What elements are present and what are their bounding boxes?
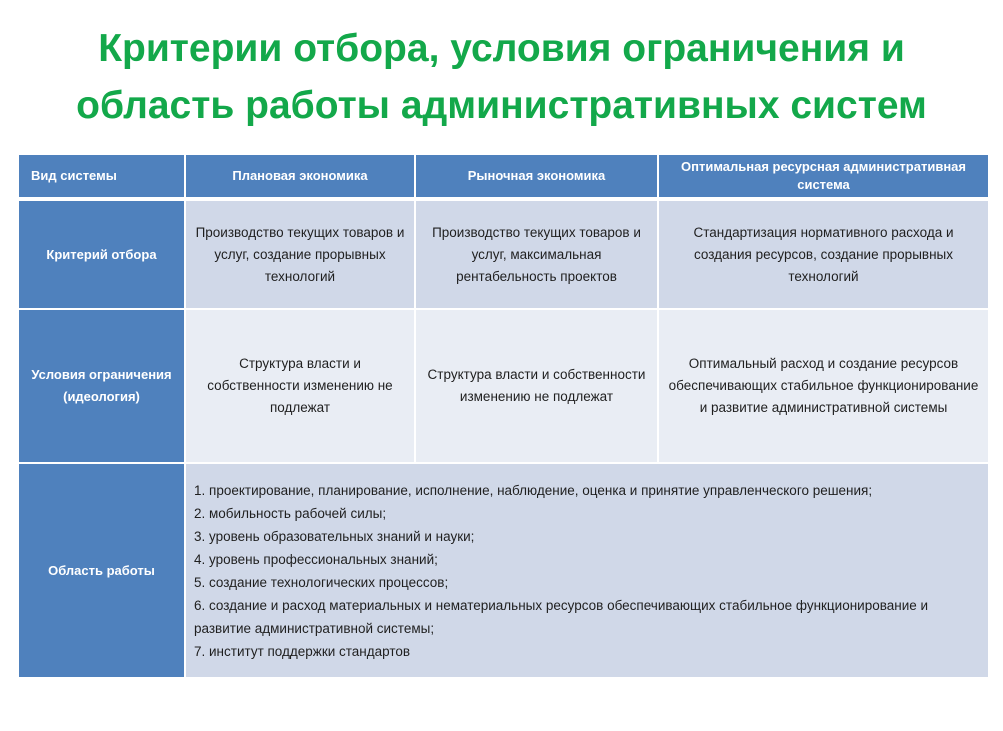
header-system-type: Вид системы [19,155,186,201]
list-item: 3. уровень образовательных знаний и науки; [194,528,475,544]
title-line-1: Критерии отбора, условия ограничения и [98,27,905,70]
cell-criterion-market: Производство текущих товаров и услуг, максимальная рентабельность проектов [416,201,659,310]
row-label-work-area: Область работы [19,464,186,679]
header-optimal-system: Оптимальная ресурсная административная система [659,155,988,201]
row-label-constraints: Условия ограничения (идеология) [19,310,186,464]
list-item: 4. уровень профессиональных знаний; [194,551,438,567]
list-item: 2. мобильность рабочей силы; [194,505,387,521]
cell-constraints-optimal: Оптимальный расход и создание ресурсов обеспечивающих стабильное функционирование и развитие административной системы [659,310,988,464]
comparison-table [19,155,988,679]
table-row-selection-criterion [19,201,988,310]
table-header-row [19,155,988,201]
header-market-economy: Рыночная экономика [416,155,659,201]
cell-criterion-planned: Производство текущих товаров и услуг, создание прорывных технологий [186,201,416,310]
table-row-constraints [19,310,988,464]
title-line-2: область работы административных систем [76,84,927,127]
list-item: 7. институт поддержки стандартов [194,643,411,659]
table-row-work-area [19,464,988,679]
cell-constraints-market: Структура власти и собственности изменению не подлежат [416,310,659,464]
slide-title [0,20,1003,134]
list-item: 1. проектирование, планирование, исполнение, наблюдение, оценка и принятие управленческого решения; [194,482,873,498]
header-planned-economy: Плановая экономика [186,155,416,201]
list-item: 6. создание и расход материальных и нематериальных ресурсов обеспечивающих стабильное функционирование и развитие административной системы; [194,597,929,636]
cell-criterion-optimal: Стандартизация нормативного расхода и создания ресурсов, создание прорывных технологий [659,201,988,310]
row-label-selection-criterion: Критерий отбора [19,201,186,310]
cell-work-area-list [186,464,988,679]
cell-constraints-planned: Структура власти и собственности изменению не подлежат [186,310,416,464]
list-item: 5. создание технологических процессов; [194,574,449,590]
